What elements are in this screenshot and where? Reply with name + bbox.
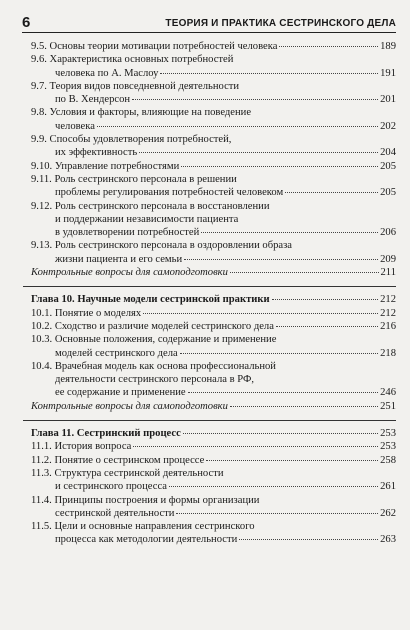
toc-entry-number: 9.6. xyxy=(31,54,50,66)
toc-entry-page: 251 xyxy=(380,400,396,412)
toc-entry-page: 212 xyxy=(380,307,396,319)
table-of-contents xyxy=(31,40,396,547)
toc-entry-title: проблемы регулирования потребностей человеком xyxy=(55,187,284,199)
toc-entry-title: процесса как методологии деятельности xyxy=(55,534,238,546)
toc-entry[interactable] xyxy=(31,494,396,521)
toc-entry-title: Глава 11. Сестринский процесс xyxy=(31,428,181,440)
dot-leader xyxy=(239,539,378,540)
toc-entry-title: История вопроса xyxy=(54,441,132,453)
toc-entry-number: 11.2. xyxy=(31,454,55,466)
toc-entry-title: и поддержании независимости пациента xyxy=(55,213,239,225)
page-number: 6 xyxy=(22,14,31,31)
toc-entry-page: 201 xyxy=(380,94,396,106)
page-header xyxy=(22,6,396,33)
toc-entry-page: 206 xyxy=(380,227,396,239)
dot-leader xyxy=(133,446,378,447)
dot-leader xyxy=(285,192,378,193)
dot-leader xyxy=(180,353,378,354)
toc-entry-title: человека по А. Маслоу xyxy=(55,67,159,79)
dot-leader xyxy=(276,326,378,327)
toc-entry-title: сестринской деятельности xyxy=(55,507,175,519)
dot-leader xyxy=(176,513,378,514)
toc-entry-title: Контрольные вопросы для самоподготовки xyxy=(31,267,228,279)
toc-entry-number: 9.9. xyxy=(31,134,50,146)
toc-entry[interactable] xyxy=(31,160,396,173)
toc-entry-title: Теория видов повседневной деятельности xyxy=(49,80,240,92)
toc-entry[interactable] xyxy=(31,266,396,279)
dot-leader xyxy=(230,272,379,273)
toc-entry-title: человека xyxy=(55,120,95,132)
toc-entry-page: 189 xyxy=(380,41,396,52)
toc-entry[interactable] xyxy=(31,133,396,160)
toc-entry[interactable] xyxy=(31,53,396,80)
dot-leader xyxy=(139,152,378,153)
toc-entry-title: ее содержание и применение xyxy=(55,387,186,399)
toc-entry-page: 209 xyxy=(380,253,396,265)
toc-entry[interactable] xyxy=(31,320,396,333)
running-title: ТЕОРИЯ И ПРАКТИКА СЕСТРИНСКОГО ДЕЛА xyxy=(165,18,396,29)
toc-entry[interactable] xyxy=(31,360,396,400)
toc-entry-number: 10.1. xyxy=(31,307,55,319)
dot-leader xyxy=(279,46,378,47)
toc-entry[interactable] xyxy=(31,427,396,440)
toc-entry-number: 10.2. xyxy=(31,320,55,332)
toc-entry-number: 9.10. xyxy=(31,160,55,172)
toc-entry-title: Основные положения, содержание и применение xyxy=(54,334,277,346)
toc-entry-page: 212 xyxy=(380,294,396,306)
toc-entry-page: 202 xyxy=(380,120,396,132)
toc-entry-title: Структура сестринской деятельности xyxy=(54,467,224,479)
toc-entry-number: 11.4. xyxy=(31,494,55,506)
section-divider xyxy=(23,420,396,421)
toc-entry-number: 10.3. xyxy=(31,334,55,346)
toc-entry-title: Роль сестринского персонала в восстановлении xyxy=(54,200,270,212)
toc-entry[interactable] xyxy=(31,40,396,53)
dot-leader xyxy=(97,126,378,127)
dot-leader xyxy=(206,460,378,461)
toc-entry-title: Управление потребностями xyxy=(54,160,180,172)
toc-entry-title: Контрольные вопросы для самоподготовки xyxy=(31,400,228,412)
toc-entry-title: моделей сестринского дела xyxy=(55,347,178,359)
toc-entry[interactable] xyxy=(31,333,396,360)
dot-leader xyxy=(143,313,378,314)
dot-leader xyxy=(201,232,378,233)
toc-entry-title: жизни пациента и его семьи xyxy=(55,253,183,265)
toc-entry-title: Цели и основные направления сестринского xyxy=(54,521,255,533)
toc-entry-title: Характеристика основных потребностей xyxy=(49,54,234,66)
toc-entry-title: Принципы построения и формы организации xyxy=(54,494,260,506)
toc-entry-page: 204 xyxy=(380,147,396,159)
toc-entry-title: деятельности сестринского персонала в РФ, xyxy=(55,374,254,386)
dot-leader xyxy=(183,433,378,434)
toc-entry-page: 246 xyxy=(380,387,396,399)
toc-entry-page: 258 xyxy=(380,454,396,466)
toc-entry-title: Основы теории мотивации потребностей человека xyxy=(49,41,278,52)
toc-entry-page: 211 xyxy=(380,267,396,279)
toc-entry-title: и сестринского процесса xyxy=(55,481,167,493)
toc-entry[interactable] xyxy=(31,239,396,266)
dot-leader xyxy=(184,259,378,260)
toc-entry-number: 9.11. xyxy=(31,173,55,185)
toc-entry-number: 9.7. xyxy=(31,80,50,92)
toc-entry-page: 262 xyxy=(380,507,396,519)
toc-entry-title: в удовлетворении потребностей xyxy=(55,227,200,239)
toc-entry-number: 9.8. xyxy=(31,107,50,119)
toc-entry[interactable] xyxy=(31,400,396,413)
toc-entry-number: 11.3. xyxy=(31,467,55,479)
toc-entry-page: 205 xyxy=(380,160,396,172)
toc-entry-page: 263 xyxy=(380,534,396,546)
toc-entry-number: 9.13. xyxy=(31,240,55,252)
toc-entry[interactable] xyxy=(31,293,396,306)
dot-leader xyxy=(132,99,378,100)
toc-entry-title: Сходство и различие моделей сестринского дела xyxy=(54,320,274,332)
toc-entry-number: 10.4. xyxy=(31,360,55,372)
toc-entry-title: по В. Хендерсон xyxy=(55,94,131,106)
toc-entry-page: 191 xyxy=(380,67,396,79)
dot-leader xyxy=(188,392,378,393)
toc-entry-page: 216 xyxy=(380,320,396,332)
dot-leader xyxy=(272,299,379,300)
toc-entry-number: 9.5. xyxy=(31,41,50,52)
toc-entry-title: Врачебная модель как основа профессиональной xyxy=(54,360,276,372)
toc-entry-number: 11.1. xyxy=(31,441,55,453)
toc-entry-title: их эффективность xyxy=(55,147,138,159)
toc-entry-number: 9.12. xyxy=(31,200,55,212)
toc-entry-page: 253 xyxy=(380,428,396,440)
toc-entry[interactable] xyxy=(31,467,396,494)
toc-entry[interactable] xyxy=(31,173,396,200)
section-divider xyxy=(23,286,396,287)
dot-leader xyxy=(169,486,378,487)
toc-entry[interactable] xyxy=(31,440,396,453)
dot-leader xyxy=(160,73,378,74)
toc-entry-page: 218 xyxy=(380,347,396,359)
toc-entry[interactable] xyxy=(31,520,396,547)
toc-entry[interactable] xyxy=(31,454,396,467)
toc-entry[interactable] xyxy=(31,200,396,240)
toc-entry-title: Роль сестринского персонала в оздоровлении образа xyxy=(54,240,292,252)
toc-entry-title: Роль сестринского персонала в решении xyxy=(54,173,237,185)
toc-entry-page: 261 xyxy=(380,481,396,493)
dot-leader xyxy=(181,166,378,167)
toc-entry[interactable] xyxy=(31,307,396,320)
toc-entry-title: Условия и факторы, влияющие на поведение xyxy=(49,107,252,119)
toc-entry-title: Понятие о моделях xyxy=(54,307,142,319)
toc-entry-title: Способы удовлетворения потребностей, xyxy=(49,134,232,146)
toc-entry-page: 253 xyxy=(380,441,396,453)
dot-leader xyxy=(230,406,378,407)
toc-entry-number: 11.5. xyxy=(31,521,55,533)
toc-entry-page: 205 xyxy=(380,187,396,199)
toc-entry-title: Понятие о сестринском процессе xyxy=(54,454,205,466)
toc-entry[interactable] xyxy=(31,106,396,133)
toc-entry[interactable] xyxy=(31,80,396,107)
toc-entry-title: Глава 10. Научные модели сестринской практики xyxy=(31,294,270,306)
